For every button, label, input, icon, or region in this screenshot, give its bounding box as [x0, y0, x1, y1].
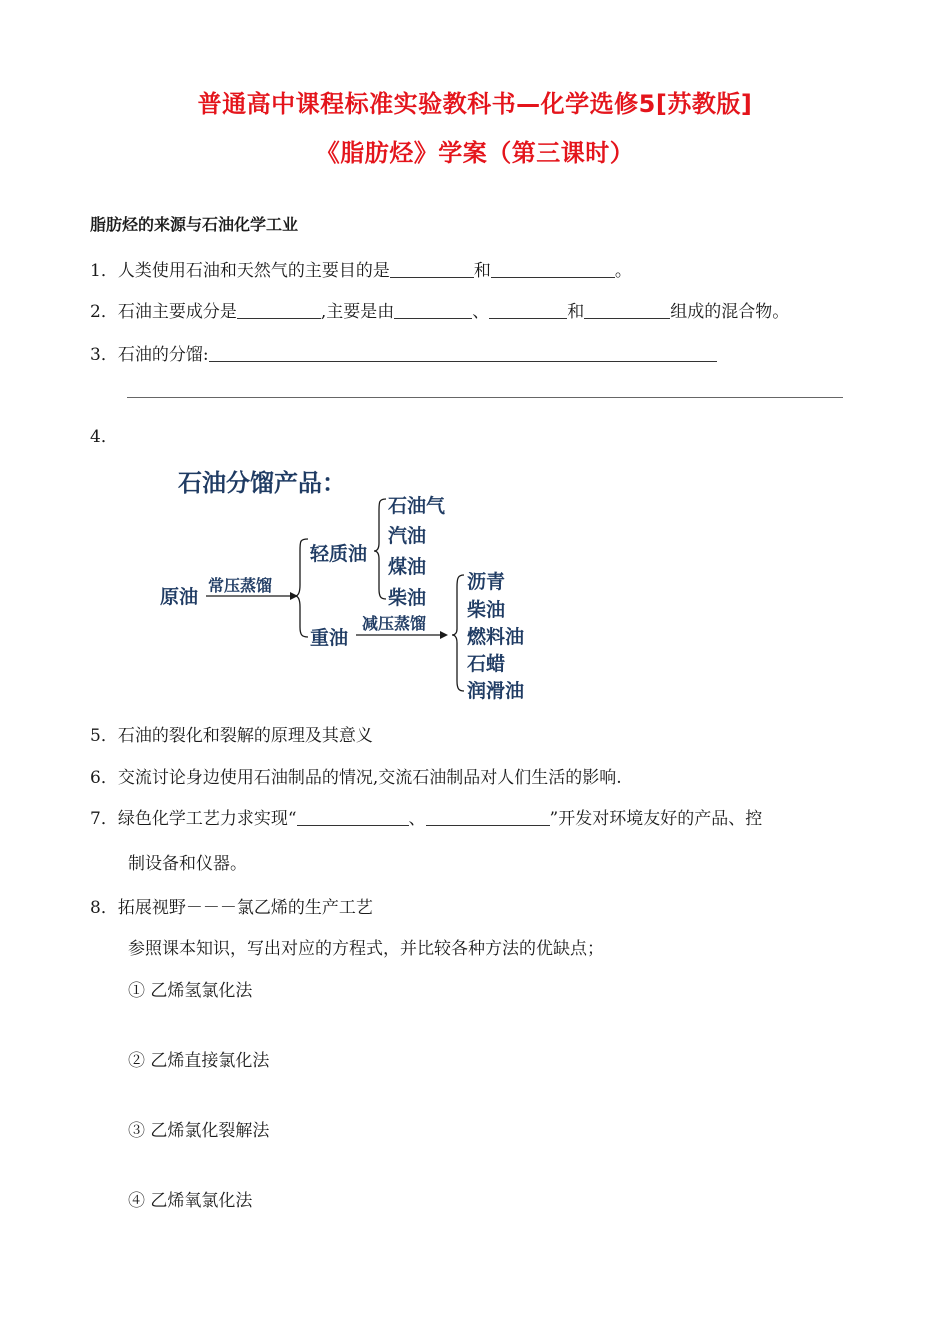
answer-blank[interactable]	[237, 300, 321, 319]
heavy-product-item: 燃料油	[467, 626, 525, 648]
question-text: 组成的混合物。	[670, 302, 790, 322]
question-text: 石油的裂化和裂解的原理及其意义	[117, 726, 373, 746]
answer-blank[interactable]	[489, 300, 567, 319]
question-text: 。	[614, 261, 632, 281]
question-number: 1．	[90, 261, 118, 281]
method-item: ② 乙烯直接氯化法	[128, 1051, 270, 1071]
question-text: ”开发对环境友好的产品、控	[549, 809, 763, 829]
heavy-product-item: 石蜡	[467, 653, 506, 675]
question-6	[90, 763, 622, 788]
question-number: 5．	[90, 726, 118, 746]
question-2	[90, 297, 789, 322]
answer-blank[interactable]	[491, 259, 615, 278]
question-4	[90, 422, 118, 447]
document-subtitle: 《脂肪烃》学案（第三课时）	[315, 139, 635, 167]
answer-blank[interactable]	[209, 343, 717, 362]
question-text: 石油的分馏:	[117, 345, 209, 365]
answer-line[interactable]	[127, 397, 843, 398]
diagram-title: 石油分馏产品：	[178, 469, 346, 497]
question-7-continued: 制设备和仪器。	[128, 854, 247, 874]
light-oil-label: 轻质油	[310, 543, 368, 565]
question-8-instruction: 参照课本知识，写出对应的方程式，并比较各种方法的优缺点；	[128, 939, 604, 959]
brace-light-products	[374, 499, 386, 599]
question-3	[90, 340, 717, 365]
heavy-oil-label: 重油	[310, 627, 349, 649]
crude-oil-label: 原油	[160, 586, 199, 608]
question-8	[90, 893, 373, 918]
question-number: 8．	[90, 898, 118, 918]
heavy-product-item: 柴油	[467, 599, 506, 621]
question-text: 、	[472, 302, 490, 322]
answer-blank[interactable]	[390, 259, 474, 278]
question-text: 石油主要成分是	[117, 302, 237, 322]
question-7	[90, 804, 762, 829]
document-title: 普通高中课程标准实验教科书—化学选修5[苏教版]	[197, 90, 753, 118]
brace-heavy-products	[452, 575, 464, 691]
question-text: 拓展视野－－－氯乙烯的生产工艺	[117, 898, 373, 918]
method-item: ③ 乙烯氯化裂解法	[128, 1121, 270, 1141]
method-item: ④ 乙烯氧氯化法	[128, 1191, 253, 1211]
brace-split	[295, 539, 308, 637]
question-text: 和	[567, 302, 585, 322]
answer-blank[interactable]	[394, 300, 472, 319]
heavy-product-item: 沥青	[467, 571, 506, 593]
question-5	[90, 721, 373, 746]
question-1	[90, 256, 632, 281]
light-product-item: 汽油	[388, 525, 427, 547]
answer-blank[interactable]	[297, 807, 409, 826]
question-text: 和	[473, 261, 491, 281]
distillation-diagram	[150, 455, 570, 705]
light-product-item: 石油气	[388, 495, 446, 517]
question-text: ,主要是由	[320, 302, 395, 322]
question-number: 2．	[90, 302, 118, 322]
question-text: 交流讨论身边使用石油制品的情况,交流石油制品对人们生活的影响.	[117, 768, 622, 788]
question-text: 人类使用石油和天然气的主要目的是	[117, 261, 390, 281]
light-product-item: 柴油	[388, 587, 427, 609]
question-number: 3．	[90, 345, 118, 365]
question-number: 4．	[90, 427, 118, 447]
answer-blank[interactable]	[426, 807, 550, 826]
question-number: 7．	[90, 809, 118, 829]
question-number: 6．	[90, 768, 118, 788]
vacuum-distillation-label: 减压蒸馏	[362, 614, 427, 633]
section-heading: 脂肪烃的来源与石油化学工业	[90, 215, 299, 234]
question-text: 、	[408, 809, 426, 829]
heavy-product-item: 润滑油	[467, 680, 525, 702]
answer-blank[interactable]	[584, 300, 670, 319]
method-item: ① 乙烯氢氯化法	[128, 981, 253, 1001]
arrow-head	[440, 631, 448, 639]
light-product-item: 煤油	[388, 556, 427, 578]
atmospheric-distillation-label: 常压蒸馏	[208, 576, 273, 595]
question-text: 绿色化学工艺力求实现“	[117, 809, 297, 829]
